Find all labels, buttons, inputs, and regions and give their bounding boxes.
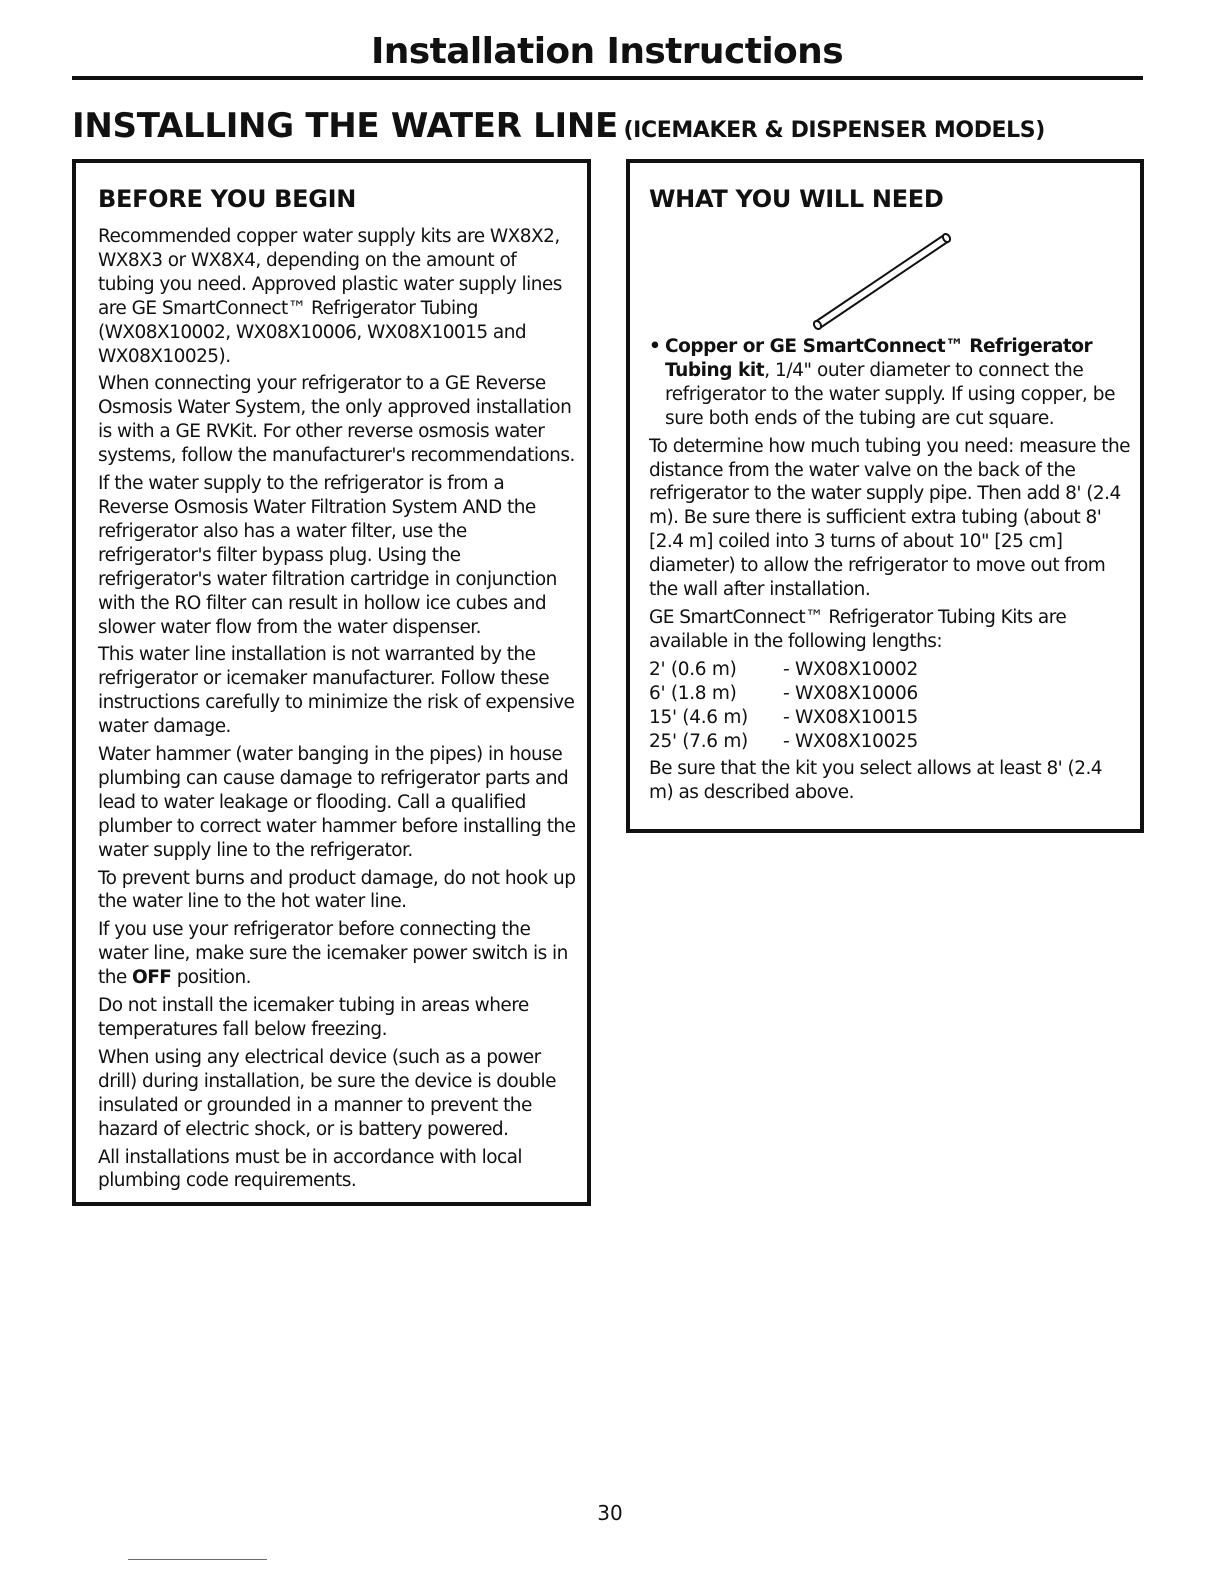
section-heading-sub: (ICEMAKER & DISPENSER MODELS) (623, 118, 1045, 143)
section-heading (72, 102, 1152, 152)
tubing-part-number: - WX08X10025 (783, 730, 918, 752)
tubing-length: 6' (1.8 m) (649, 682, 737, 704)
tubing-length: 25' (7.6 m) (649, 730, 748, 752)
tubing-length: 15' (4.6 m) (649, 706, 748, 728)
paragraph-measure-tubing: To determine how much tubing you need: measure the distance from the water valve on the back of the refrigerator to the water supply pipe. Then add 8' (2.4 m). Be sure there is sufficient extra tubing (about 8' [2.4 m] coiled into 3 turns of about 10" [25 cm] diameter) to allow the refrigerator to move out from the wall after installation. (649, 435, 1130, 601)
before-you-begin-panel (72, 159, 591, 1206)
paragraph-kit-length-note: Be sure that the kit you select allows at least 8' (2.4 m) as described above. (649, 758, 1102, 804)
paragraph-freezing: Do not install the icemaker tubing in areas where temperatures fall below freezing. (98, 995, 529, 1040)
paragraph-kits-intro: GE SmartConnect™ Refrigerator Tubing Kits are available in the following lengths: (649, 606, 1067, 652)
icemaker-off-text-after: position. (171, 967, 251, 989)
copper-tubing-icon (649, 227, 1139, 331)
paragraph-copper-kits: Recommended copper water supply kits are WX8X2, WX8X3 or WX8X4, depending on the amount of tubing you need. Approved plastic water supply lines are GE SmartConnect™ Refrigerator Tubing (WX08X10002, WX08X10006, WX08X10015 and WX08X10025). (98, 226, 562, 367)
tubing-part-number: - WX08X10006 (783, 682, 918, 704)
paragraph-reverse-osmosis: When connecting your refrigerator to a GE Reverse Osmosis Water System, the only approved installation is with a GE RVKit. For other reverse osmosis water systems, follow the manufacturer's recommendations. (98, 373, 575, 467)
before-you-begin-title: BEFORE YOU BEGIN (98, 185, 357, 213)
footer-link-line[interactable] (128, 1559, 267, 1560)
tubing-part-number: - WX08X10002 (783, 658, 918, 680)
list-item (649, 730, 1130, 754)
paragraph-icemaker-off (98, 918, 577, 990)
paragraph-filter-bypass: If the water supply to the refrigerator is from a Reverse Osmosis Water Filtration System AND the refrigerator also has a water filter, use the refrigerator's filter bypass plug. Using the refrigerator's water filtration cartridge in conjunction with the RO filter can result in hollow ice cubes and slower water flow from the water dispenser. (98, 473, 557, 638)
paragraph-plumbing-code: All installations must be in accordance with local plumbing code requirements. (98, 1146, 523, 1192)
what-you-will-need-panel (626, 159, 1144, 833)
paragraph-electrical-device: When using any electrical device (such as a power drill) during installation, be sure the device is double insulated or grounded in a manner to prevent the hazard of electric shock, or is battery powered. (98, 1046, 556, 1140)
off-position-label: OFF (132, 967, 172, 989)
page-number: 30 (597, 1501, 623, 1525)
tubing-kit-bullet (649, 335, 1130, 431)
tubing-lengths-list (649, 658, 1130, 754)
page-header: Installation Instructions (370, 31, 844, 72)
tubing-kit-description: , 1/4" outer diameter to connect the refrigerator to the water supply. If using copper, be sure both ends of the tubing are cut square. (665, 359, 1116, 429)
tubing-kit-name: Copper or GE SmartConnect™ Refrigerator Tubing kit (665, 336, 1093, 381)
paragraph-water-hammer: Water hammer (water banging in the pipes) in house plumbing can cause damage to refrigerator parts and lead to water leakage or flooding. Call a qualified plumber to correct water hammer before installing the water supply line to the refrigerator. (98, 744, 576, 861)
tubing-length: 2' (0.6 m) (649, 658, 737, 680)
bullet-mark: • (649, 336, 661, 357)
paragraph-warranty: This water line installation is not warranted by the refrigerator or icemaker manufacturer. Follow these instructions carefully to minimize the risk of expensive water damage. (98, 644, 575, 738)
list-item (649, 682, 1130, 706)
list-item (649, 706, 1130, 730)
paragraph-hot-water: To prevent burns and product damage, do not hook up the water line to the hot water line. (98, 867, 576, 913)
list-item (649, 658, 1130, 682)
what-you-will-need-title: WHAT YOU WILL NEED (649, 185, 944, 213)
section-heading-main: INSTALLING THE WATER LINE (72, 106, 618, 146)
header-rule (72, 76, 1143, 80)
tubing-part-number: - WX08X10015 (783, 706, 918, 728)
icemaker-off-text-before: If you use your refrigerator before connecting the water line, make sure the icemaker power switch is in the (98, 919, 568, 989)
